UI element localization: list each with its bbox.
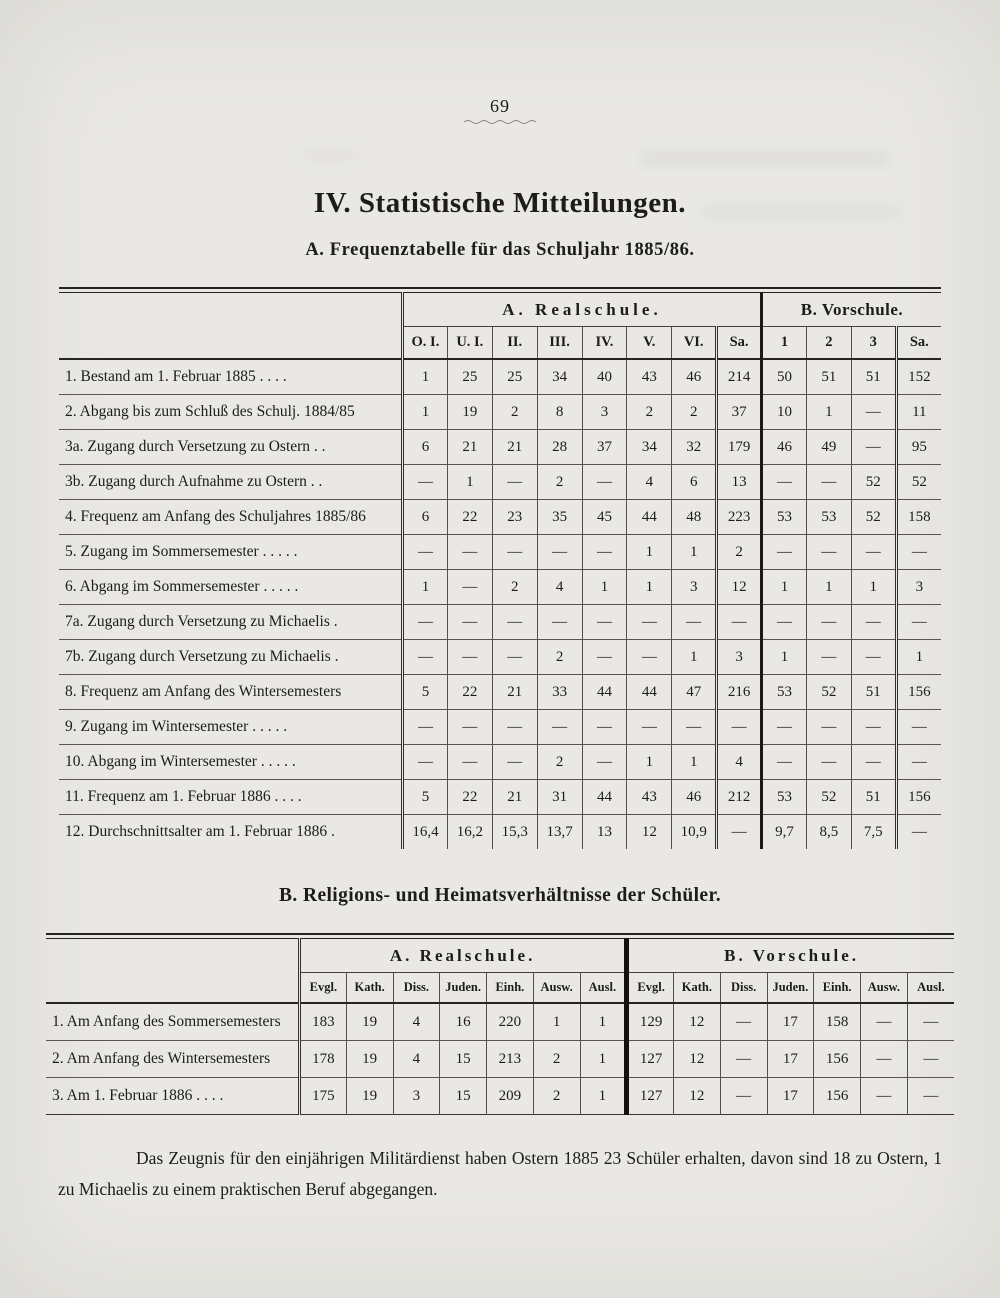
table-cell: 33 [537,675,582,710]
table-cell: — [717,815,762,850]
table-cell: 44 [582,780,627,815]
column-header: III. [537,327,582,360]
table-cell: 156 [896,780,941,815]
column-header: Sa. [717,327,762,360]
table-row [59,745,941,780]
table-cell: 95 [896,430,941,465]
table-cell: 2 [717,535,762,570]
column-header: 1 [762,327,807,360]
row-label: 5. Zugang im Sommersemester . . . . . [59,535,403,570]
row-label: 3. Am 1. Februar 1886 . . . . [46,1078,300,1115]
religion-table-body [46,1003,954,1115]
table-cell: 2 [537,745,582,780]
table-cell: 1 [580,1078,627,1115]
table-cell: 3 [717,640,762,675]
table-cell: 7,5 [851,815,896,850]
column-header: Diss. [393,973,440,1004]
table-cell: 2 [533,1078,580,1115]
corner-cell [59,293,403,360]
table-cell: — [896,745,941,780]
scan-artifact [300,150,360,160]
group-header-row [59,293,941,327]
table-cell: — [627,640,672,675]
table-cell: — [717,605,762,640]
table-cell: 214 [717,359,762,395]
table-cell: — [762,605,807,640]
table-cell: 43 [627,359,672,395]
table-cell: 49 [806,430,851,465]
table-cell: 22 [447,780,492,815]
table-cell: — [582,745,627,780]
table-cell: — [861,1041,908,1078]
table-cell: 19 [346,1003,393,1041]
column-header: Ausw. [861,973,908,1004]
group-header-vorschule: B. Vorschule. [762,293,942,327]
table-cell: 12 [674,1041,721,1078]
row-label: 4. Frequenz am Anfang des Schuljahres 1885/86 [59,500,403,535]
table-cell: — [417,753,433,770]
table-cell: 216 [717,675,762,710]
table-cell: — [672,605,717,640]
table-cell: — [720,1041,767,1078]
column-header: Evgl. [627,973,674,1004]
table-cell: 51 [851,675,896,710]
wavy-divider-icon [462,118,538,125]
column-header: Einh. [487,973,534,1004]
table-cell: 53 [762,500,807,535]
column-header: V. [627,327,672,360]
table-cell: 34 [537,359,582,395]
table-cell: 19 [447,395,492,430]
table-row [59,675,941,710]
table-cell: 17 [767,1003,814,1041]
table-cell: — [447,605,492,640]
table-cell: — [537,605,582,640]
table-cell: 32 [672,430,717,465]
table-cell: — [447,710,492,745]
table-cell: 45 [582,500,627,535]
table-cell: — [417,648,433,665]
table-cell: 156 [814,1041,861,1078]
table-cell: 40 [582,359,627,395]
table-cell: 51 [851,780,896,815]
table-cell: 16,4 [412,823,439,840]
table-cell: 1 [582,570,627,605]
column-header: Juden. [767,973,814,1004]
table-cell: 2 [672,395,717,430]
table-cell: 34 [627,430,672,465]
table-cell: 213 [487,1041,534,1078]
table-cell: 10,9 [672,815,717,850]
table-cell: — [851,430,896,465]
column-header: Juden. [440,973,487,1004]
table-cell: — [492,745,537,780]
table-cell: 2 [533,1041,580,1078]
frequency-table [59,292,941,849]
table-row [59,605,941,640]
table-cell: — [762,710,807,745]
table-cell: 19 [346,1078,393,1115]
column-header: Diss. [720,973,767,1004]
table-row [59,465,941,500]
table-cell: 1 [421,403,430,420]
table-cell: 21 [447,430,492,465]
row-label: 3a. Zugang durch Versetzung zu Ostern . . [59,430,403,465]
table-cell: 44 [582,675,627,710]
table-cell: 6 [672,465,717,500]
table-cell: — [447,640,492,675]
column-header: Ausl. [907,973,954,1004]
table-cell: — [861,1078,908,1115]
religion-table [46,938,954,1115]
table-cell: 22 [447,500,492,535]
table-cell: 212 [717,780,762,815]
table-cell: 1 [762,570,807,605]
table-row [59,640,941,675]
table-cell: 3 [582,395,627,430]
table-cell: 46 [672,359,717,395]
table-cell: 2 [492,570,537,605]
table-cell: 152 [896,359,941,395]
table-cell: 13 [582,815,627,850]
table-cell: — [582,640,627,675]
table-cell: 52 [851,500,896,535]
table-cell: 156 [814,1078,861,1115]
table-cell: 15,3 [492,815,537,850]
table-cell: 15 [440,1078,487,1115]
table-cell: — [492,465,537,500]
group-header-realschule: A. Realschule. [300,939,627,973]
table-cell: 44 [627,500,672,535]
table-cell: 16 [440,1003,487,1041]
column-header: U. I. [447,327,492,360]
row-label: 11. Frequenz am 1. Februar 1886 . . . . [59,780,403,815]
table-row [59,395,941,430]
group-header-vorschule: B. Vorschule. [627,939,954,973]
table-cell: 15 [440,1041,487,1078]
table-cell: 10 [762,395,807,430]
table-cell: — [717,710,762,745]
table-cell: 52 [806,780,851,815]
table-cell: 12 [674,1078,721,1115]
table-cell: — [627,710,672,745]
table-cell: — [851,395,896,430]
table-cell: — [806,465,851,500]
table-cell: 37 [582,430,627,465]
table-cell: 1 [896,640,941,675]
table-cell: — [851,710,896,745]
page-number: 69 [490,96,510,116]
column-header: VI. [672,327,717,360]
table-cell: — [447,745,492,780]
row-label: 12. Durchschnittsalter am 1. Februar 1886 . [59,815,403,850]
table-cell: 4 [393,1041,440,1078]
table-cell: 52 [851,465,896,500]
table-cell: 12 [674,1003,721,1041]
table-cell: 4 [627,465,672,500]
table-cell: 44 [627,675,672,710]
table-cell: 158 [896,500,941,535]
table-row [59,535,941,570]
table-cell: 1 [806,395,851,430]
table-cell: 6 [421,508,430,525]
table-cell: 21 [492,430,537,465]
table-cell: — [582,465,627,500]
row-label: 7b. Zugang durch Versetzung zu Michaelis . [59,640,403,675]
table-cell: — [896,605,941,640]
table-cell: — [627,605,672,640]
column-header: Evgl. [300,973,347,1004]
table-cell: — [447,535,492,570]
row-label: 6. Abgang im Sommersemester . . . . . [59,570,403,605]
table-cell: 53 [806,500,851,535]
page-header [0,0,1000,125]
table-cell: 1 [580,1041,627,1078]
table-cell: 46 [672,780,717,815]
table-row [59,359,941,395]
table-cell: 4 [717,745,762,780]
table-cell: 4 [393,1003,440,1041]
table-cell: — [851,640,896,675]
table-cell: — [806,640,851,675]
table-cell: — [720,1003,767,1041]
table-cell: — [582,605,627,640]
table-cell: — [582,535,627,570]
table-row [59,500,941,535]
table-cell: 178 [312,1050,335,1067]
column-header: Sa. [896,327,941,360]
table-cell: 4 [537,570,582,605]
table-cell: 25 [447,359,492,395]
table-cell: — [907,1078,954,1115]
table-cell: 209 [487,1078,534,1115]
table-cell: 3 [896,570,941,605]
table-cell: — [907,1003,954,1041]
frequency-table-wrap [59,287,941,849]
table-cell: — [492,535,537,570]
table-cell: — [806,535,851,570]
scan-artifact [640,150,890,166]
table-cell: 9,7 [762,815,807,850]
table-row [46,1078,954,1115]
table-cell: 17 [767,1041,814,1078]
table-cell: 52 [896,465,941,500]
table-cell: — [806,745,851,780]
footnote-paragraph: Das Zeugnis für den einjährigen Militärdienst haben Ostern 1885 23 Schüler erhalten, davon sind 18 zu Ostern, 1 zu Michaelis zu einem praktischen Beruf abgegangen. [58,1148,942,1199]
table-cell: 43 [627,780,672,815]
table-cell: 53 [762,780,807,815]
table-cell: 46 [762,430,807,465]
table-cell: — [417,543,433,560]
table-cell: 1 [627,570,672,605]
table-cell: — [720,1078,767,1115]
table-cell: 12 [627,815,672,850]
table-cell: 13 [717,465,762,500]
table-cell: 23 [492,500,537,535]
table-cell: 21 [492,675,537,710]
column-header: Kath. [346,973,393,1004]
table-cell: 2 [537,465,582,500]
table-cell: 51 [851,359,896,395]
table-cell: 11 [896,395,941,430]
table-cell: — [417,718,433,735]
section-b-title: B. Religions- und Heimatsverhältnisse der Schüler. [279,885,721,906]
column-header: 3 [851,327,896,360]
table-cell: 25 [492,359,537,395]
table-cell: — [861,1003,908,1041]
table-cell: 6 [421,438,430,455]
table-cell: — [896,815,941,850]
table-cell: — [896,710,941,745]
column-header: Einh. [814,973,861,1004]
table-cell: 1 [627,535,672,570]
table-cell: 51 [806,359,851,395]
table-cell: 1 [627,745,672,780]
table-cell: 158 [814,1003,861,1041]
table-cell: 50 [762,359,807,395]
table-cell: 5 [421,683,430,700]
table-cell: 175 [312,1087,335,1104]
table-cell: — [492,640,537,675]
scan-artifact [700,205,900,219]
table-cell: 17 [767,1078,814,1115]
table-row [59,815,941,850]
group-header-row [46,939,954,973]
table-cell: — [492,710,537,745]
table-cell: — [907,1041,954,1078]
table-cell: 3 [672,570,717,605]
table-cell: — [806,605,851,640]
religion-table-wrap [46,933,954,1115]
table-row [59,780,941,815]
table-cell: 179 [717,430,762,465]
table-cell: 1 [762,640,807,675]
frequency-table-body [59,359,941,849]
column-header: Ausl. [580,973,627,1004]
row-label: 1. Am Anfang des Sommersemesters [46,1003,300,1041]
table-row [46,1041,954,1078]
table-cell: 2 [627,395,672,430]
table-cell: — [762,535,807,570]
table-cell: 1 [533,1003,580,1041]
column-header: II. [492,327,537,360]
table-cell: 37 [717,395,762,430]
table-cell: 1 [672,535,717,570]
corner-cell [46,939,300,1004]
column-header: O. I. [403,327,448,360]
table-cell: 223 [717,500,762,535]
column-header: Ausw. [533,973,580,1004]
table-cell: 19 [346,1041,393,1078]
table-cell: 127 [627,1041,674,1078]
table-row [59,570,941,605]
table-cell: — [447,570,492,605]
row-label: 2. Am Anfang des Wintersemesters [46,1041,300,1078]
table-cell: — [537,535,582,570]
row-label: 9. Zugang im Wintersemester . . . . . [59,710,403,745]
row-label: 2. Abgang bis zum Schluß des Schulj. 1884/85 [59,395,403,430]
table-cell: — [672,710,717,745]
row-label: 8. Frequenz am Anfang des Wintersemesters [59,675,403,710]
table-cell: 16,2 [447,815,492,850]
table-cell: 220 [487,1003,534,1041]
page-title: IV. Statistische Mitteilungen. [313,187,687,219]
table-cell: 1 [421,368,430,385]
row-label: 7a. Zugang durch Versetzung zu Michaelis . [59,605,403,640]
table-cell: — [851,605,896,640]
table-cell: — [417,473,433,490]
table-cell: — [762,465,807,500]
table-cell: 52 [806,675,851,710]
table-cell: 21 [492,780,537,815]
table-cell: — [762,745,807,780]
column-header: Kath. [674,973,721,1004]
group-header-realschule: A. Realschule. [403,293,762,327]
table-cell: 8,5 [806,815,851,850]
table-cell: 2 [492,395,537,430]
column-header: 2 [806,327,851,360]
table-cell: 156 [896,675,941,710]
table-cell: — [417,613,433,630]
table-row [46,1003,954,1041]
row-label: 1. Bestand am 1. Februar 1885 . . . . [59,359,403,395]
row-label: 3b. Zugang durch Aufnahme zu Ostern . . [59,465,403,500]
table-cell: 1 [447,465,492,500]
table-cell: 8 [537,395,582,430]
table-cell: 5 [421,788,430,805]
table-cell: 183 [312,1013,335,1030]
table-cell: — [806,710,851,745]
table-cell: 127 [627,1078,674,1115]
table-cell: 1 [421,578,430,595]
table-cell: 13,7 [537,815,582,850]
table-cell: 1 [580,1003,627,1041]
row-label: 10. Abgang im Wintersemester . . . . . [59,745,403,780]
table-cell: 31 [537,780,582,815]
table-cell: — [851,535,896,570]
table-cell: 35 [537,500,582,535]
table-cell: 3 [393,1078,440,1115]
table-cell: 28 [537,430,582,465]
table-cell: — [896,535,941,570]
table-cell: 1 [851,570,896,605]
table-cell: 1 [806,570,851,605]
table-cell: 22 [447,675,492,710]
table-cell: 48 [672,500,717,535]
table-cell: 129 [627,1003,674,1041]
table-cell: — [492,605,537,640]
table-row [59,430,941,465]
section-a-title: A. Frequenztabelle für das Schuljahr 1885/86. [305,240,695,260]
table-cell: — [582,710,627,745]
table-cell: 47 [672,675,717,710]
table-cell: 53 [762,675,807,710]
table-cell: 1 [672,745,717,780]
table-row [59,710,941,745]
table-cell: — [851,745,896,780]
table-cell: — [537,710,582,745]
table-cell: 12 [717,570,762,605]
column-header: IV. [582,327,627,360]
table-cell: 1 [672,640,717,675]
table-cell: 2 [537,640,582,675]
